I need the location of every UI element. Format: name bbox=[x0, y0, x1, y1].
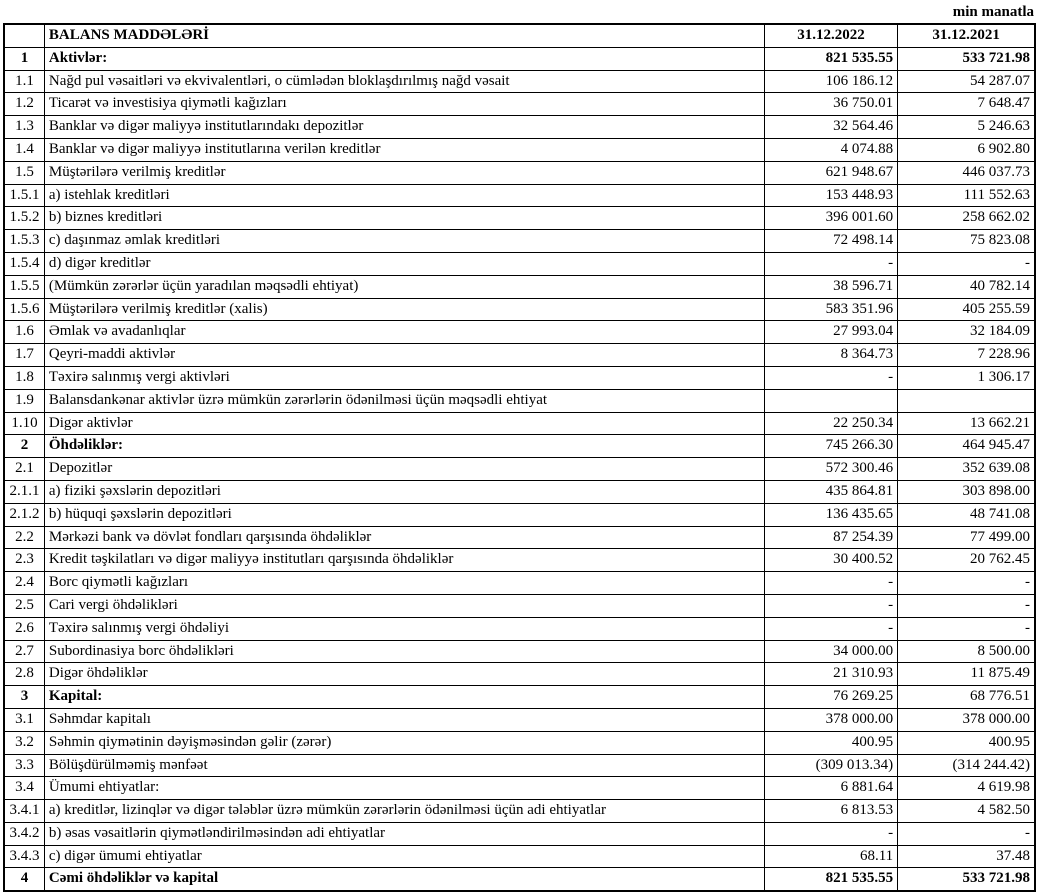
value-2022-cell: 38 596.71 bbox=[764, 275, 897, 298]
value-2021-cell: 533 721.98 bbox=[898, 47, 1035, 70]
value-2022-cell: 68.11 bbox=[764, 845, 897, 868]
value-2021-cell: 7 228.96 bbox=[898, 344, 1035, 367]
value-2021-cell: 77 499.00 bbox=[898, 526, 1035, 549]
item-cell: c) digər ümumi ehtiyatlar bbox=[44, 845, 764, 868]
row-number-cell: 2.8 bbox=[4, 663, 44, 686]
table-row bbox=[4, 686, 1035, 709]
value-2022-cell: 6 813.53 bbox=[764, 800, 897, 823]
value-2021-cell: 20 762.45 bbox=[898, 549, 1035, 572]
table-row bbox=[4, 207, 1035, 230]
value-2022-cell: - bbox=[764, 366, 897, 389]
row-number-cell: 2.4 bbox=[4, 572, 44, 595]
item-cell: Ticarət və investisiya qiymətli kağızları bbox=[44, 93, 764, 116]
table-row bbox=[4, 617, 1035, 640]
value-2022-cell: 4 074.88 bbox=[764, 138, 897, 161]
table-row bbox=[4, 800, 1035, 823]
table-row bbox=[4, 822, 1035, 845]
value-2021-cell: - bbox=[898, 572, 1035, 595]
item-cell: Qeyri-maddi aktivlər bbox=[44, 344, 764, 367]
value-2021-cell: 7 648.47 bbox=[898, 93, 1035, 116]
value-2021-cell: 48 741.08 bbox=[898, 503, 1035, 526]
item-cell: Borc qiymətli kağızları bbox=[44, 572, 764, 595]
table-row bbox=[4, 572, 1035, 595]
item-cell: Kapital: bbox=[44, 686, 764, 709]
table-row bbox=[4, 344, 1035, 367]
value-2022-cell: 8 364.73 bbox=[764, 344, 897, 367]
item-cell: Səhmin qiymətinin dəyişməsindən gəlir (zərər) bbox=[44, 731, 764, 754]
value-2022-cell: 76 269.25 bbox=[764, 686, 897, 709]
value-2021-cell: 405 255.59 bbox=[898, 298, 1035, 321]
value-2022-cell: 583 351.96 bbox=[764, 298, 897, 321]
row-number-cell: 1.9 bbox=[4, 389, 44, 412]
item-cell: (Mümkün zərərlər üçün yaradılan məqsədli ehtiyat) bbox=[44, 275, 764, 298]
row-number-cell: 3.4.2 bbox=[4, 822, 44, 845]
row-number-cell: 3.4.3 bbox=[4, 845, 44, 868]
table-row bbox=[4, 161, 1035, 184]
row-number-cell: 3.4.1 bbox=[4, 800, 44, 823]
value-2022-cell: 36 750.01 bbox=[764, 93, 897, 116]
value-2022-cell: - bbox=[764, 572, 897, 595]
value-2021-cell: 13 662.21 bbox=[898, 412, 1035, 435]
table-row bbox=[4, 252, 1035, 275]
item-cell: Banklar və digər maliyyə institutlarına verilən kreditlər bbox=[44, 138, 764, 161]
value-2021-cell: 111 552.63 bbox=[898, 184, 1035, 207]
table-row bbox=[4, 184, 1035, 207]
row-number-cell: 3.4 bbox=[4, 777, 44, 800]
item-cell: Cəmi öhdəliklər və kapital bbox=[44, 868, 764, 891]
table-row bbox=[4, 868, 1035, 891]
row-number-cell: 1.8 bbox=[4, 366, 44, 389]
table-row bbox=[4, 731, 1035, 754]
table-row bbox=[4, 480, 1035, 503]
row-number-cell: 1.5 bbox=[4, 161, 44, 184]
value-2022-cell: 621 948.67 bbox=[764, 161, 897, 184]
row-number-cell: 3 bbox=[4, 686, 44, 709]
value-2022-cell: 106 186.12 bbox=[764, 70, 897, 93]
value-2021-cell: 378 000.00 bbox=[898, 708, 1035, 731]
item-cell: Təxirə salınmış vergi aktivləri bbox=[44, 366, 764, 389]
row-number-cell: 1.5.2 bbox=[4, 207, 44, 230]
value-2021-cell bbox=[898, 389, 1035, 412]
value-2022-cell: 72 498.14 bbox=[764, 230, 897, 253]
row-number-cell: 3.2 bbox=[4, 731, 44, 754]
value-2021-cell: 446 037.73 bbox=[898, 161, 1035, 184]
row-number-cell: 1.10 bbox=[4, 412, 44, 435]
row-number-cell: 4 bbox=[4, 868, 44, 891]
value-2022-cell: 21 310.93 bbox=[764, 663, 897, 686]
value-2021-cell: 32 184.09 bbox=[898, 321, 1035, 344]
value-2021-cell: 4 619.98 bbox=[898, 777, 1035, 800]
item-cell: Səhmdar kapitalı bbox=[44, 708, 764, 731]
value-2021-cell: 68 776.51 bbox=[898, 686, 1035, 709]
table-header bbox=[4, 24, 1035, 47]
row-number-cell: 2.5 bbox=[4, 594, 44, 617]
table-row bbox=[4, 640, 1035, 663]
table-row bbox=[4, 298, 1035, 321]
row-number-cell: 2.1.2 bbox=[4, 503, 44, 526]
row-number-cell: 2.1 bbox=[4, 458, 44, 481]
table-row bbox=[4, 93, 1035, 116]
value-2021-cell: 6 902.80 bbox=[898, 138, 1035, 161]
item-cell: a) fiziki şəxslərin depozitləri bbox=[44, 480, 764, 503]
value-2022-cell: (309 013.34) bbox=[764, 754, 897, 777]
item-cell: Aktivlər: bbox=[44, 47, 764, 70]
value-2022-cell: 30 400.52 bbox=[764, 549, 897, 572]
item-cell: Depozitlər bbox=[44, 458, 764, 481]
value-2022-cell: - bbox=[764, 252, 897, 275]
value-2021-cell: 258 662.02 bbox=[898, 207, 1035, 230]
table-row bbox=[4, 777, 1035, 800]
item-cell: Öhdəliklər: bbox=[44, 435, 764, 458]
table-row bbox=[4, 708, 1035, 731]
table-row bbox=[4, 275, 1035, 298]
balance-sheet-table bbox=[3, 23, 1036, 892]
header-number-cell bbox=[4, 24, 44, 47]
table-row bbox=[4, 321, 1035, 344]
table-row bbox=[4, 47, 1035, 70]
row-number-cell: 1.5.6 bbox=[4, 298, 44, 321]
row-number-cell: 1.1 bbox=[4, 70, 44, 93]
row-number-cell: 1.5.1 bbox=[4, 184, 44, 207]
value-2022-cell: 87 254.39 bbox=[764, 526, 897, 549]
item-cell: b) əsas vəsaitlərin qiymətləndirilməsindən adi ehtiyatlar bbox=[44, 822, 764, 845]
item-cell: Təxirə salınmış vergi öhdəliyi bbox=[44, 617, 764, 640]
header-2022-cell: 31.12.2022 bbox=[764, 24, 897, 47]
item-cell: Subordinasiya borc öhdəlikləri bbox=[44, 640, 764, 663]
row-number-cell: 2.7 bbox=[4, 640, 44, 663]
item-cell: c) daşınmaz əmlak kreditləri bbox=[44, 230, 764, 253]
value-2022-cell: 153 448.93 bbox=[764, 184, 897, 207]
value-2021-cell: - bbox=[898, 822, 1035, 845]
row-number-cell: 1.5.3 bbox=[4, 230, 44, 253]
table-row bbox=[4, 594, 1035, 617]
item-cell: Digər aktivlər bbox=[44, 412, 764, 435]
table-row bbox=[4, 70, 1035, 93]
table-row bbox=[4, 663, 1035, 686]
value-2022-cell: 32 564.46 bbox=[764, 116, 897, 139]
item-cell: Nağd pul vəsaitləri və ekvivalentləri, o cümlədən bloklaşdırılmış nağd vəsait bbox=[44, 70, 764, 93]
item-cell: a) istehlak kreditləri bbox=[44, 184, 764, 207]
item-cell: a) kreditlər, lizinqlər və digər tələblər üzrə mümkün zərərlərin ödənilməsi üçün adi ehtiyatlar bbox=[44, 800, 764, 823]
value-2021-cell: 464 945.47 bbox=[898, 435, 1035, 458]
value-2021-cell: 5 246.63 bbox=[898, 116, 1035, 139]
value-2022-cell: - bbox=[764, 594, 897, 617]
table-row bbox=[4, 503, 1035, 526]
value-2022-cell: 821 535.55 bbox=[764, 47, 897, 70]
row-number-cell: 1.7 bbox=[4, 344, 44, 367]
row-number-cell: 1.5.5 bbox=[4, 275, 44, 298]
value-2022-cell: 400.95 bbox=[764, 731, 897, 754]
item-cell: Bölüşdürülməmiş mənfəət bbox=[44, 754, 764, 777]
value-2022-cell: 6 881.64 bbox=[764, 777, 897, 800]
row-number-cell: 1.3 bbox=[4, 116, 44, 139]
value-2021-cell: (314 244.42) bbox=[898, 754, 1035, 777]
table-row bbox=[4, 138, 1035, 161]
value-2021-cell: - bbox=[898, 252, 1035, 275]
row-number-cell: 2.2 bbox=[4, 526, 44, 549]
value-2022-cell: 572 300.46 bbox=[764, 458, 897, 481]
value-2022-cell: 396 001.60 bbox=[764, 207, 897, 230]
table-row bbox=[4, 549, 1035, 572]
row-number-cell: 3.1 bbox=[4, 708, 44, 731]
value-2021-cell: 75 823.08 bbox=[898, 230, 1035, 253]
item-cell: Kredit təşkilatları və digər maliyyə institutları qarşısında öhdəliklər bbox=[44, 549, 764, 572]
value-2022-cell: 136 435.65 bbox=[764, 503, 897, 526]
table-row bbox=[4, 116, 1035, 139]
value-2021-cell: - bbox=[898, 617, 1035, 640]
value-2021-cell: 400.95 bbox=[898, 731, 1035, 754]
value-2021-cell: 54 287.07 bbox=[898, 70, 1035, 93]
row-number-cell: 2.6 bbox=[4, 617, 44, 640]
row-number-cell: 2.1.1 bbox=[4, 480, 44, 503]
value-2022-cell: - bbox=[764, 822, 897, 845]
table-body bbox=[4, 47, 1035, 891]
item-cell: Müştərilərə verilmiş kreditlər bbox=[44, 161, 764, 184]
row-number-cell: 2 bbox=[4, 435, 44, 458]
row-number-cell: 1.6 bbox=[4, 321, 44, 344]
header-item-cell: BALANS MADDƏLƏRİ bbox=[44, 24, 764, 47]
value-2021-cell: 40 782.14 bbox=[898, 275, 1035, 298]
item-cell: d) digər kreditlər bbox=[44, 252, 764, 275]
item-cell: b) hüquqi şəxslərin depozitləri bbox=[44, 503, 764, 526]
value-2022-cell: 745 266.30 bbox=[764, 435, 897, 458]
table-row bbox=[4, 389, 1035, 412]
item-cell: Cari vergi öhdəlikləri bbox=[44, 594, 764, 617]
value-2021-cell: 4 582.50 bbox=[898, 800, 1035, 823]
value-2021-cell: 37.48 bbox=[898, 845, 1035, 868]
row-number-cell: 3.3 bbox=[4, 754, 44, 777]
value-2022-cell: 435 864.81 bbox=[764, 480, 897, 503]
row-number-cell: 1.5.4 bbox=[4, 252, 44, 275]
value-2021-cell: 303 898.00 bbox=[898, 480, 1035, 503]
value-2022-cell: - bbox=[764, 617, 897, 640]
value-2021-cell: - bbox=[898, 594, 1035, 617]
unit-note: min manatla bbox=[952, 4, 1034, 20]
row-number-cell: 1.4 bbox=[4, 138, 44, 161]
value-2021-cell: 8 500.00 bbox=[898, 640, 1035, 663]
value-2021-cell: 1 306.17 bbox=[898, 366, 1035, 389]
value-2022-cell: 27 993.04 bbox=[764, 321, 897, 344]
value-2021-cell: 11 875.49 bbox=[898, 663, 1035, 686]
item-cell: Müştərilərə verilmiş kreditlər (xalis) bbox=[44, 298, 764, 321]
row-number-cell: 1 bbox=[4, 47, 44, 70]
table-row bbox=[4, 435, 1035, 458]
header-2021-cell: 31.12.2021 bbox=[898, 24, 1035, 47]
value-2022-cell: 34 000.00 bbox=[764, 640, 897, 663]
table-row bbox=[4, 754, 1035, 777]
item-cell: Əmlak və avadanlıqlar bbox=[44, 321, 764, 344]
table-row bbox=[4, 458, 1035, 481]
value-2022-cell bbox=[764, 389, 897, 412]
table-row bbox=[4, 230, 1035, 253]
item-cell: Ümumi ehtiyatlar: bbox=[44, 777, 764, 800]
row-number-cell: 2.3 bbox=[4, 549, 44, 572]
value-2021-cell: 352 639.08 bbox=[898, 458, 1035, 481]
item-cell: Banklar və digər maliyyə institutlarındakı depozitlər bbox=[44, 116, 764, 139]
value-2022-cell: 22 250.34 bbox=[764, 412, 897, 435]
item-cell: b) biznes kreditləri bbox=[44, 207, 764, 230]
table-row bbox=[4, 526, 1035, 549]
item-cell: Balansdankənar aktivlər üzrə mümkün zərərlərin ödənilməsi üçün məqsədli ehtiyat bbox=[44, 389, 764, 412]
table-row bbox=[4, 845, 1035, 868]
table-row bbox=[4, 412, 1035, 435]
value-2022-cell: 821 535.55 bbox=[764, 868, 897, 891]
table-row bbox=[4, 366, 1035, 389]
value-2021-cell: 533 721.98 bbox=[898, 868, 1035, 891]
row-number-cell: 1.2 bbox=[4, 93, 44, 116]
header-row bbox=[4, 24, 1035, 47]
item-cell: Mərkəzi bank və dövlət fondları qarşısında öhdəliklər bbox=[44, 526, 764, 549]
value-2022-cell: 378 000.00 bbox=[764, 708, 897, 731]
item-cell: Digər öhdəliklər bbox=[44, 663, 764, 686]
